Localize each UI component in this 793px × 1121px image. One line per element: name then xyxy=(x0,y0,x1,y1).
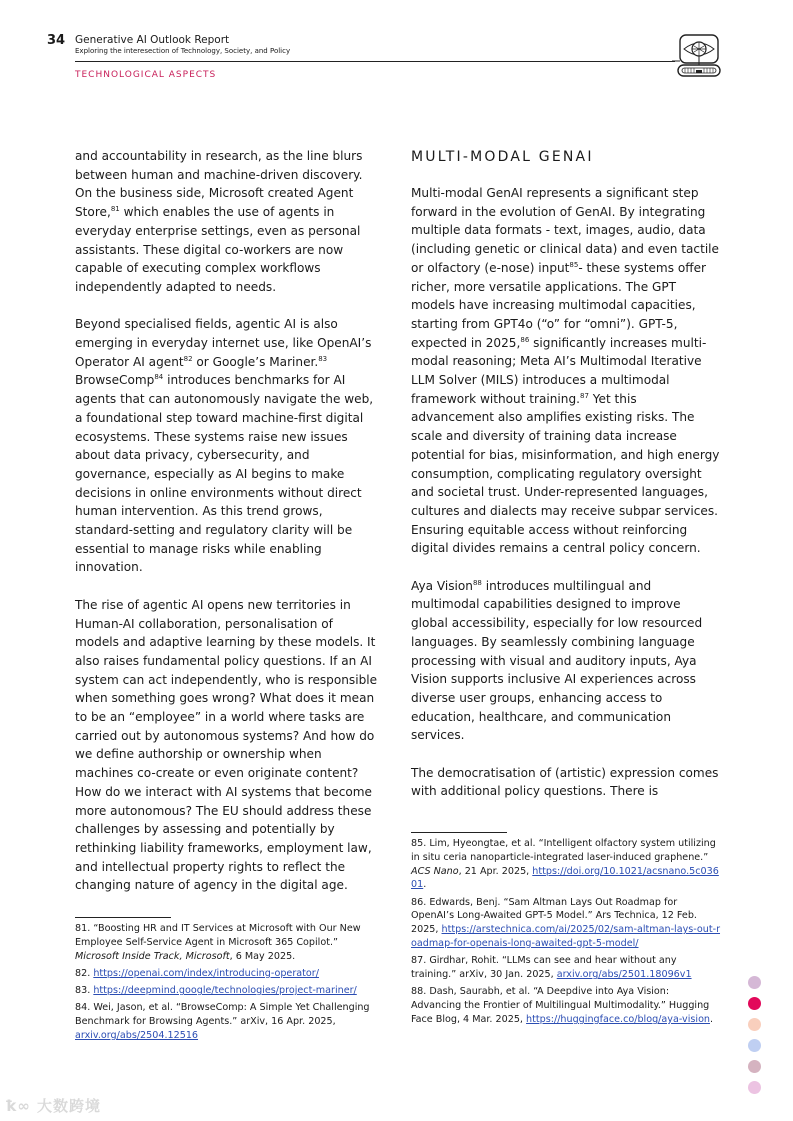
footnote-81: 81. “Boosting HR and IT Services at Microsoft with Our New Employee Self-Service Agent in Microsoft 365 Copilot.” Microsoft Inside Track, Microsoft, 6 May 2025. xyxy=(75,923,361,962)
paragraph: and accountability in research, as the line blurs between human and machine-driven discovery. On the business side, Microsoft created Agent Store,$^{81}$ which enables the use of agents in everyday enterprise settings, even as personal assistants. These digital co-workers are now capable of executing complex workflows independently adapted to needs. xyxy=(75,149,363,294)
section-label: TECHNOLOGICAL ASPECTS xyxy=(75,70,217,80)
footnote-link[interactable]: https://doi.org/10.1021/acsnano.5c03601 xyxy=(411,865,719,891)
header-divider xyxy=(75,61,675,62)
report-title: Generative AI Outlook Report xyxy=(75,34,230,46)
chapter-dot xyxy=(748,1081,761,1094)
footnote-link[interactable]: https://huggingface.co/blog/aya-vision xyxy=(526,1014,711,1026)
footnote-ref[interactable]: 84 xyxy=(154,373,164,382)
chapter-dot-active xyxy=(748,997,761,1010)
watermark: ꝁ∞ 大数跨境 xyxy=(6,1097,102,1115)
footnote-ref[interactable]: 81 xyxy=(110,205,120,214)
footnote-ref[interactable]: 82 xyxy=(183,354,193,363)
footnote-ref[interactable]: 85 xyxy=(569,260,579,269)
chapter-dot xyxy=(748,1039,761,1052)
footnote-divider xyxy=(75,917,171,918)
paragraph: The democratisation of (artistic) expression comes with additional policy questions. There is xyxy=(411,765,719,799)
footnote-ref[interactable]: 83 xyxy=(318,354,328,363)
footnote-link[interactable]: https://openai.com/index/introducing-operator/ xyxy=(93,967,319,979)
footnotes-left xyxy=(75,922,380,1046)
left-column xyxy=(75,147,380,914)
footnote-ref[interactable]: 86 xyxy=(520,335,530,344)
footnote-82: 82. https://openai.com/index/introducing-operator/ xyxy=(75,967,319,979)
paragraph: Aya Vision$^{88}$ introduces multilingual and multimodal capabilities designed to improve global accessibility, especially for low resourced languages. By seamlessly combining language processing with visual and auditory inputs, Aya Vision supports inclusive AI experiences across diverse user groups, enhancing access to education, healthcare, and communication services. xyxy=(411,578,703,743)
footnote-link[interactable]: https://arstechnica.com/ai/2025/02/sam-altman-lays-out-roadmap-for-openais-long-awaited-gpt-5-model/ xyxy=(411,924,721,950)
footnote-link[interactable]: https://deepmind.google/technologies/project-mariner/ xyxy=(93,985,357,997)
footnote-87: 87. Girdhar, Rohit. “LLMs can see and hear without any training.” arXiv, 30 Jan. 2025, arxiv.org/abs/2501.18096v1 xyxy=(411,955,692,981)
footnote-88: 88. Dash, Saurabh, et al. “A Deepdive into Aya Vision: Advancing the Frontier of Multilingual Multimodality.” Hugging Face Blog, 4 Mar. 2025, https://huggingface.co/blog/aya-vision. xyxy=(411,986,714,1026)
footnote-link[interactable]: arxiv.org/abs/2501.18096v1 xyxy=(556,969,692,981)
chapter-dot xyxy=(748,1018,761,1031)
footnote-84: 84. Wei, Jason, et al. “BrowseComp: A Simple Yet Challenging Benchmark for Browsing Agents.” arXiv, 16 Apr. 2025, arxiv.org/abs/2504.12516 xyxy=(75,1002,370,1042)
footnote-86: 86. Edwards, Benj. “Sam Altman Lays Out Roadmap for OpenAI’s Long-Awaited GPT-5 Model.” Ars Technica, 12 Feb. 2025, https://arstechnica.com/ai/2025/02/sam-altman-lays-out-roadmap-for-openais-long-awaited-gpt-5-model/ xyxy=(411,896,721,950)
section-heading: MULTI-MODAL GENAI xyxy=(411,149,594,165)
footnote-83: 83. https://deepmind.google/technologies/project-mariner/ xyxy=(75,985,357,997)
brain-computer-logo-icon xyxy=(672,33,724,79)
paragraph: The rise of agentic AI opens new territories in Human-AI collaboration, personalisation of models and adaptive learning by these models. It also raises fundamental policy questions. If an AI system can act independently, who is responsible when something goes wrong? What does it mean to be an “employee” in a world where tasks are carried out by autonomous systems? And how do we define authorship or ownership when machines co-create or even originate content? How do we interact with AI systems that become more autonomous? The EU should address these challenges by assessing and potentially by rethinking liability frameworks, employment law, and intellectual property rights to reflect the changing nature of agency in the digital age. xyxy=(75,597,378,893)
right-column xyxy=(411,184,721,820)
footnote-ref[interactable]: 87 xyxy=(579,391,589,400)
footnote-link[interactable]: arxiv.org/abs/2504.12516 xyxy=(75,1030,199,1042)
chapter-dot xyxy=(748,1060,761,1073)
paragraph: Beyond specialised fields, agentic AI is also emerging in everyday internet use, like OpenAI’s Operator AI agent$^{82}$ or Google’s Mariner.$^{83}$ BrowseComp$^{84}$ introduces benchmarks for AI agents that can autonomously navigate the web, a foundational step toward machine-first digital ecosystems. These systems raise new issues about data privacy, cybersecurity, and governance, especially as AI begins to make decisions in online environments without direct human intervention. As this trend grows, standard-setting and regulatory clarity will be essential to manage risks while enabling innovation. xyxy=(75,317,374,575)
watermark-logo-icon: ꝁ∞ xyxy=(6,1097,38,1115)
footnote-ref[interactable]: 88 xyxy=(472,578,482,587)
chapter-dots xyxy=(748,976,762,1102)
paragraph: Multi-modal GenAI represents a significant step forward in the evolution of GenAI. By integrating multiple data formats - text, images, audio, data (including genetic or clinical data) and even tactile or olfactory (e-nose) input$^{85}$- these systems offer richer, more versatile applications. The GPT models have increasing multimodal capacities, starting from GPT4o (“o” for “omni”). GPT-5, expected in 2025,86 significantly increases multi-modal reasoning; Meta AI’s Multimodal Iterative LLM Solver (MILS) introduces a multimodal framework without training.$^{87}$ Yet this advancement also amplifies existing risks. The scale and diversity of training data increase potential for bias, misinformation, and high energy consumption, complicating regulatory oversight and societal trust. Under-represented languages, cultures and dialects may receive subpar services. Ensuring equitable access without reinforcing digital divides remains a central policy concern. xyxy=(411,186,720,556)
footnote-85: 85. Lim, Hyeongtae, et al. “Intelligent olfactory system utilizing in situ ceria nanoparticle-integrated laser-induced graphene.” ACS Nano, 21 Apr. 2025, https://doi.org/10.1021/acsnano.5c03601. xyxy=(411,838,719,891)
footnotes-right xyxy=(411,837,721,1030)
page-number: 34 xyxy=(47,33,66,48)
chapter-dot xyxy=(748,976,761,989)
report-subtitle: Exploring the interesection of Technology, Society, and Policy xyxy=(75,47,291,55)
footnote-divider xyxy=(411,832,507,833)
